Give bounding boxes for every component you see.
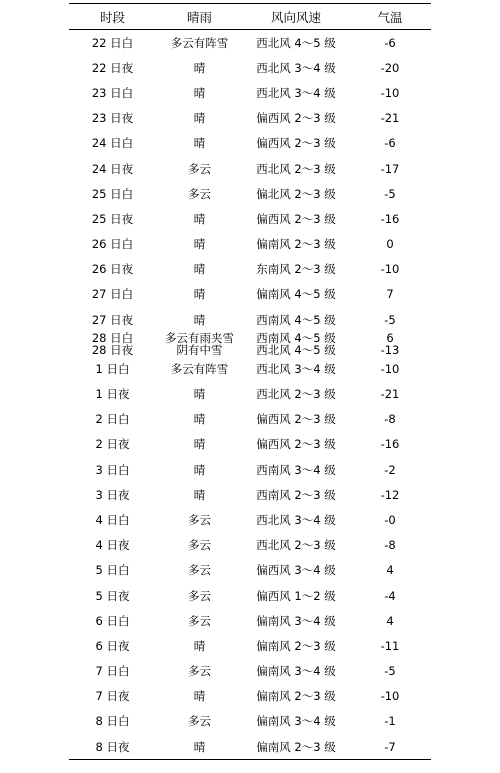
- cell-weather: 多云: [188, 161, 211, 176]
- cell-time: 24 日夜: [91, 161, 134, 176]
- cell-wind: 偏西风 2～3 级: [256, 111, 336, 126]
- header-weather: 晴雨: [156, 4, 243, 30]
- cell-weather: 晴: [156, 734, 243, 760]
- cell-weather: 晴: [193, 237, 206, 252]
- table-row: [69, 80, 431, 105]
- cell-weather: 晴: [193, 437, 206, 452]
- cell-weather: 阴有中雪: [176, 343, 223, 358]
- cell-temp: -5: [384, 664, 396, 679]
- table-row: [69, 583, 431, 608]
- cell-time: 27 日白: [91, 287, 134, 302]
- cell-temp: -10: [380, 361, 400, 376]
- cell-wind: 西北风 2～3 级: [256, 161, 336, 176]
- cell-wind: 偏南风 4～5 级: [256, 287, 336, 302]
- cell-wind: 西南风 4～5 级: [256, 331, 336, 346]
- cell-wind: 西北风 2～3 级: [256, 538, 336, 553]
- cell-time: 4 日夜: [95, 538, 130, 553]
- cell-time: 22 日夜: [91, 60, 134, 75]
- cell-temp: -10: [380, 689, 400, 704]
- cell-wind: 偏北风 2～3 级: [256, 186, 336, 201]
- cell-wind: 西南风 3～4 级: [256, 462, 336, 477]
- cell-weather: 多云有阵雪: [170, 35, 229, 50]
- cell-wind: 偏南风 2～3 级: [243, 734, 349, 760]
- cell-wind: 西北风 4～5 级: [256, 343, 336, 358]
- table-row: [69, 156, 431, 181]
- cell-weather: 晴: [193, 287, 206, 302]
- cell-temp: -6: [384, 136, 396, 151]
- table-row: [69, 633, 431, 658]
- weather-forecast-table: [69, 3, 431, 760]
- table-row: [69, 131, 431, 156]
- cell-temp: -11: [380, 638, 400, 653]
- cell-wind: 偏南风 3～4 级: [256, 714, 336, 729]
- cell-temp: -21: [380, 111, 400, 126]
- cell-wind: 西南风 4～5 级: [256, 312, 336, 327]
- cell-weather: 多云: [188, 664, 211, 679]
- header-wind: 风向风速: [243, 4, 349, 30]
- cell-weather: 晴: [193, 262, 206, 277]
- cell-temp: -21: [380, 387, 400, 402]
- cell-temp: -8: [384, 412, 396, 427]
- cell-temp: -16: [380, 211, 400, 226]
- cell-temp: -5: [384, 312, 396, 327]
- cell-wind: 西南风 2～3 级: [256, 487, 336, 502]
- cell-weather: 多云有阵雪: [170, 361, 229, 376]
- table-row: [69, 381, 431, 406]
- table-row: [69, 507, 431, 532]
- cell-weather: 晴: [193, 462, 206, 477]
- cell-wind: 偏西风 1～2 级: [256, 588, 336, 603]
- cell-wind: 偏西风 2～3 级: [256, 412, 336, 427]
- cell-weather: 多云: [188, 563, 211, 578]
- table-row: [69, 533, 431, 558]
- cell-time: 6 日白: [95, 613, 130, 628]
- table-row: [69, 232, 431, 257]
- cell-wind: 偏南风 3～4 级: [256, 664, 336, 679]
- cell-temp: -4: [384, 588, 396, 603]
- cell-time: 28 日夜: [91, 343, 134, 358]
- table-row: [69, 282, 431, 307]
- table-row: [69, 558, 431, 583]
- cell-temp: -17: [380, 161, 400, 176]
- cell-time: 5 日白: [95, 563, 130, 578]
- table-row: [69, 734, 431, 760]
- cell-wind: 西北风 3～4 级: [256, 361, 336, 376]
- cell-weather: 晴: [193, 387, 206, 402]
- cell-time: 8 日白: [95, 714, 130, 729]
- cell-wind: 西北风 3～4 级: [256, 512, 336, 527]
- cell-temp: -20: [380, 60, 400, 75]
- cell-wind: 东南风 2～3 级: [256, 262, 336, 277]
- table-row: [69, 30, 431, 56]
- cell-weather: 多云: [188, 512, 211, 527]
- table-row: [69, 709, 431, 734]
- cell-wind: 西北风 4～5 级: [256, 35, 336, 50]
- cell-temp: -2: [384, 462, 396, 477]
- cell-time: 2 日夜: [95, 437, 130, 452]
- cell-weather: 晴: [193, 111, 206, 126]
- table-row: [69, 356, 431, 381]
- cell-time: 4 日白: [95, 512, 130, 527]
- cell-time: 23 日白: [91, 85, 134, 100]
- cell-temp: -13: [380, 343, 400, 358]
- table-row: [69, 608, 431, 633]
- table-row: [69, 432, 431, 457]
- cell-time: 1 日夜: [95, 387, 130, 402]
- cell-weather: 晴: [193, 312, 206, 327]
- cell-wind: 偏西风 2～3 级: [256, 136, 336, 151]
- cell-weather: 晴: [193, 487, 206, 502]
- cell-time: 27 日夜: [91, 312, 134, 327]
- cell-weather: 晴: [193, 60, 206, 75]
- cell-time: 28 日白: [91, 331, 134, 346]
- cell-time: 24 日白: [91, 136, 134, 151]
- cell-temp: -10: [380, 262, 400, 277]
- table-row: [69, 257, 431, 282]
- cell-time: 3 日白: [95, 462, 130, 477]
- cell-weather: 多云: [188, 714, 211, 729]
- cell-weather: 多云有雨夹雪: [165, 331, 234, 346]
- cell-temp: -12: [380, 487, 400, 502]
- table-row: [69, 344, 431, 356]
- table-row: [69, 482, 431, 507]
- cell-wind: 偏南风 2～3 级: [256, 689, 336, 704]
- cell-temp: -1: [384, 714, 396, 729]
- cell-temp: -6: [384, 35, 396, 50]
- cell-time: 23 日夜: [91, 111, 134, 126]
- cell-wind: 西北风 3～4 级: [256, 60, 336, 75]
- header-row: [69, 4, 431, 30]
- cell-time: 6 日夜: [95, 638, 130, 653]
- cell-temp: 7: [386, 287, 394, 302]
- cell-wind: 偏南风 2～3 级: [256, 638, 336, 653]
- cell-time: 1 日白: [95, 361, 130, 376]
- cell-time: 26 日夜: [91, 262, 134, 277]
- header-time: 时段: [69, 4, 156, 30]
- table-row: [69, 206, 431, 231]
- table-header: [69, 4, 431, 30]
- cell-time: 3 日夜: [95, 487, 130, 502]
- cell-time: 25 日白: [91, 186, 134, 201]
- cell-temp: -5: [384, 186, 396, 201]
- cell-weather: 晴: [193, 136, 206, 151]
- table-body: [69, 30, 431, 760]
- table-row: [69, 55, 431, 80]
- cell-wind: 偏南风 2～3 级: [256, 237, 336, 252]
- cell-weather: 多云: [188, 538, 211, 553]
- cell-time: 7 日白: [95, 664, 130, 679]
- cell-weather: 多云: [188, 186, 211, 201]
- table-row: [69, 684, 431, 709]
- cell-weather: 晴: [193, 211, 206, 226]
- cell-time: 22 日白: [91, 35, 134, 50]
- table-row: [69, 659, 431, 684]
- cell-time: 5 日夜: [95, 588, 130, 603]
- cell-wind: 偏西风 2～3 级: [256, 437, 336, 452]
- cell-wind: 偏南风 3～4 级: [256, 613, 336, 628]
- cell-temp: -0: [384, 512, 396, 527]
- cell-temp: -8: [384, 538, 396, 553]
- header-temp: 气温: [349, 4, 431, 30]
- cell-weather: 晴: [193, 638, 206, 653]
- cell-time: 2 日白: [95, 412, 130, 427]
- cell-weather: 多云: [188, 613, 211, 628]
- table-row: [69, 106, 431, 131]
- cell-temp: -7: [349, 734, 431, 760]
- cell-temp: -16: [380, 437, 400, 452]
- table-row: [69, 307, 431, 332]
- cell-wind: 偏西风 2～3 级: [256, 211, 336, 226]
- cell-weather: 晴: [193, 85, 206, 100]
- cell-time: 7 日夜: [95, 689, 130, 704]
- cell-time: 26 日白: [91, 237, 134, 252]
- cell-wind: 偏西风 3～4 级: [256, 563, 336, 578]
- table-row: [69, 407, 431, 432]
- cell-temp: 0: [386, 237, 394, 252]
- cell-temp: 6: [386, 331, 394, 346]
- cell-weather: 晴: [193, 412, 206, 427]
- cell-wind: 西北风 3～4 级: [256, 85, 336, 100]
- cell-temp: 4: [386, 613, 394, 628]
- cell-temp: -10: [380, 85, 400, 100]
- cell-wind: 西北风 2～3 级: [256, 387, 336, 402]
- cell-weather: 晴: [193, 689, 206, 704]
- cell-weather: 多云: [188, 588, 211, 603]
- cell-temp: 4: [386, 563, 394, 578]
- cell-time: 8 日夜: [69, 734, 156, 760]
- cell-time: 25 日夜: [91, 211, 134, 226]
- table-row: [69, 181, 431, 206]
- table-row: [69, 457, 431, 482]
